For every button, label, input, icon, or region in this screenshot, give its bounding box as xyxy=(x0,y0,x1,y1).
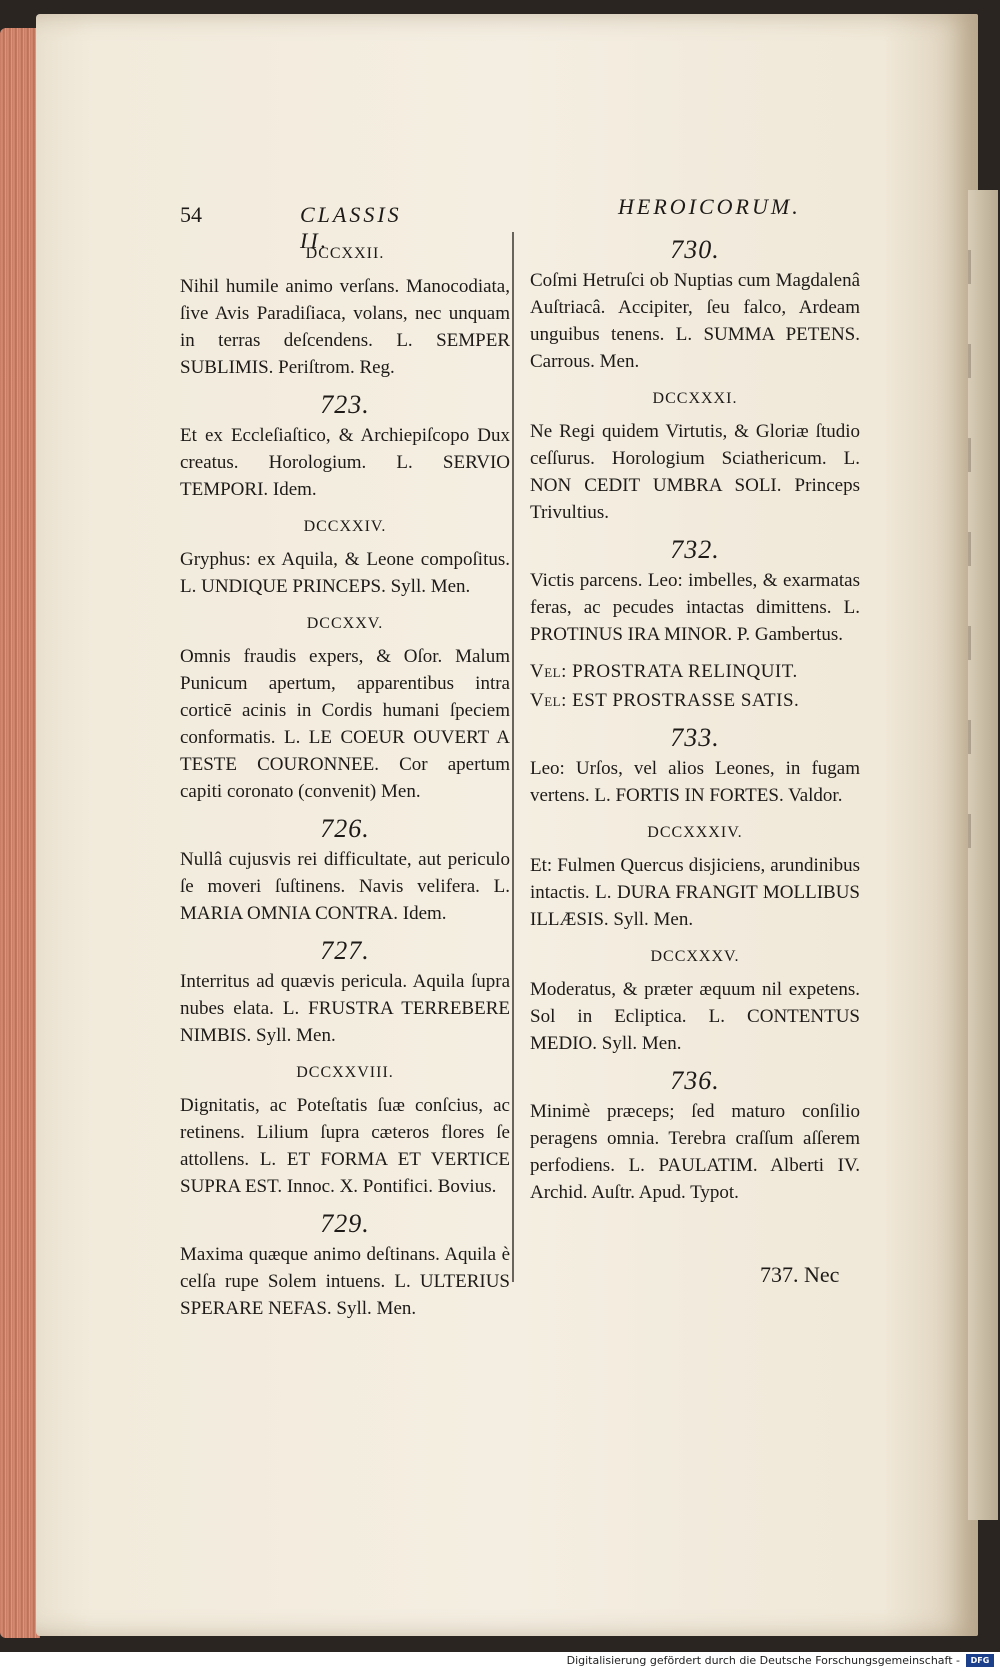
entry-text: Coſmi Hetruſci ob Nuptias cum Magdalenâ Auſtriacâ. Accipiter, ſeu falco, Ardeam unguibus tenens. L. SUMMA PETENS. Carrous. Men. xyxy=(530,270,860,372)
entry-number: 723. xyxy=(320,390,370,419)
entry-text: Interritus ad quævis pericula. Aquila ſupra nubes elata. L. FRUSTRA TERREBERE NIMBIS. Syll. Men. xyxy=(180,971,510,1046)
entry-text: Leo: Urſos, vel alios Leones, in fugam vertens. L. FORTIS IN FORTES. Valdor. xyxy=(530,758,860,806)
emblem-entry xyxy=(530,819,860,933)
emblem-entry xyxy=(180,240,510,381)
entry-text: Omnis fraudis expers, & Oſor. Malum Punicum apertum, apparentibus intra corticē acinis in Cordis humani ſpeciem conformatis. L. LE COEUR OUVERT A TESTE COURONNEE. Cor apertum capiti coronato (convenit) Men. xyxy=(180,646,510,802)
book-page-edges xyxy=(0,28,40,1638)
emblem-entry xyxy=(530,943,860,1057)
emblem-entry xyxy=(180,513,510,600)
entry-number: 736. xyxy=(670,1066,720,1095)
column-rule xyxy=(512,232,514,1282)
emblem-entry xyxy=(530,536,860,648)
entry-text: Ne Regi quidem Virtutis, & Gloriæ ſtudio ceſſurus. Horologium Sciathericum. L. NON CEDIT UMBRA SOLI. Princeps Trivultius. xyxy=(530,421,860,523)
entry-number: 730. xyxy=(670,235,720,264)
right-column xyxy=(530,232,860,1216)
entry-text: Victis parcens. Leo: imbelles, & exarmatas feras, ac pecudes intactas dimittens. L. PROTINUS IRA MINOR. P. Gambertus. xyxy=(530,570,860,645)
entry-text: Nullâ cujusvis rei difficultate, aut periculo ſe moveri ſuſtinens. Navis velifera. L. MARIA OMNIA CONTRA. Idem. xyxy=(180,849,510,924)
variant-motto: Vel: EST PROSTRASSE SATIS. xyxy=(530,690,800,711)
emblem-entry xyxy=(180,815,510,927)
entry-text: Dignitatis, ac Poteſtatis ſuæ conſcius, ac retinens. Lilium ſupra cæteros flores ſe attollens. L. ET FORMA ET VERTICE SUPRA EST. Innoc. X. Pontifici. Bovius. xyxy=(180,1095,510,1197)
entry-number: DCCXXII. xyxy=(305,245,385,262)
entry-text: Minimè præceps; ſed maturo conſilio peragens omnia. Terebra craſſum aſſerem perfodiens. L. PAULATIM. Alberti IV. Archid. Auſtr. Apud. Typot. xyxy=(530,1101,860,1203)
entry-text: Moderatus, & præter æquum nil expetens. Sol in Ecliptica. L. CONTENTUS MEDIO. Syll. Men. xyxy=(530,979,860,1054)
emblem-entry xyxy=(180,391,510,503)
emblem-variant xyxy=(530,687,860,714)
left-title: CLASSIS II. xyxy=(300,202,402,253)
entry-number: 727. xyxy=(320,936,370,965)
entry-number: DCCXXV. xyxy=(306,615,384,632)
facing-page-edge xyxy=(968,190,998,1520)
emblem-entry xyxy=(530,236,860,375)
entry-number: DCCXXVIII. xyxy=(296,1064,394,1081)
dfg-logo: DFG xyxy=(966,1654,994,1667)
emblem-entry xyxy=(180,937,510,1049)
right-title: HEROICORUM. xyxy=(618,194,801,219)
catchword: 737. Nec xyxy=(760,1262,840,1287)
emblem-entry xyxy=(180,610,510,805)
entry-number: DCCXXXIV. xyxy=(647,824,743,841)
page-number: 54 xyxy=(180,202,202,227)
entry-number: DCCXXXV. xyxy=(650,948,740,965)
entry-text: Gryphus: ex Aquila, & Leone compoſitus. L. UNDIQUE PRINCEPS. Syll. Men. xyxy=(180,549,510,597)
funding-credit: Digitalisierung gefördert durch die Deutsche Forschungsgemeinschaft - xyxy=(566,1654,960,1667)
entry-number: 733. xyxy=(670,723,720,752)
left-column xyxy=(180,232,510,1332)
entry-number: DCCXXIV. xyxy=(303,518,387,535)
entry-number: 726. xyxy=(320,814,370,843)
emblem-entry xyxy=(180,1059,510,1200)
digitization-footer xyxy=(0,1652,1000,1671)
entry-text: Maxima quæque animo deſtinans. Aquila è celſa rupe Solem intuens. L. ULTERIUS SPERARE NEFAS. Syll. Men. xyxy=(180,1244,510,1319)
entry-text: Et ex Eccleſiaſtico, & Archiepiſcopo Dux creatus. Horologium. L. SERVIO TEMPORI. Idem. xyxy=(180,425,510,500)
entry-number: DCCXXXI. xyxy=(652,390,738,407)
emblem-entry xyxy=(530,385,860,526)
entry-text: Et: Fulmen Quercus disjiciens, arundinibus intactis. L. DURA FRANGIT MOLLIBUS ILLÆSIS. Syll. Men. xyxy=(530,855,860,930)
emblem-entry xyxy=(530,724,860,809)
emblem-entry xyxy=(530,1067,860,1206)
entry-number: 732. xyxy=(670,535,720,564)
entry-number: 729. xyxy=(320,1209,370,1238)
variant-motto: Vel: PROSTRATA RELINQUIT. xyxy=(530,661,798,682)
emblem-variant xyxy=(530,658,860,685)
entry-text: Nihil humile animo verſans. Manocodiata, ſive Avis Paradiſiaca, volans, nec unquam in terras deſcendens. L. SEMPER SUBLIMIS. Periſtrom. Reg. xyxy=(180,276,510,378)
emblem-entry xyxy=(180,1210,510,1322)
